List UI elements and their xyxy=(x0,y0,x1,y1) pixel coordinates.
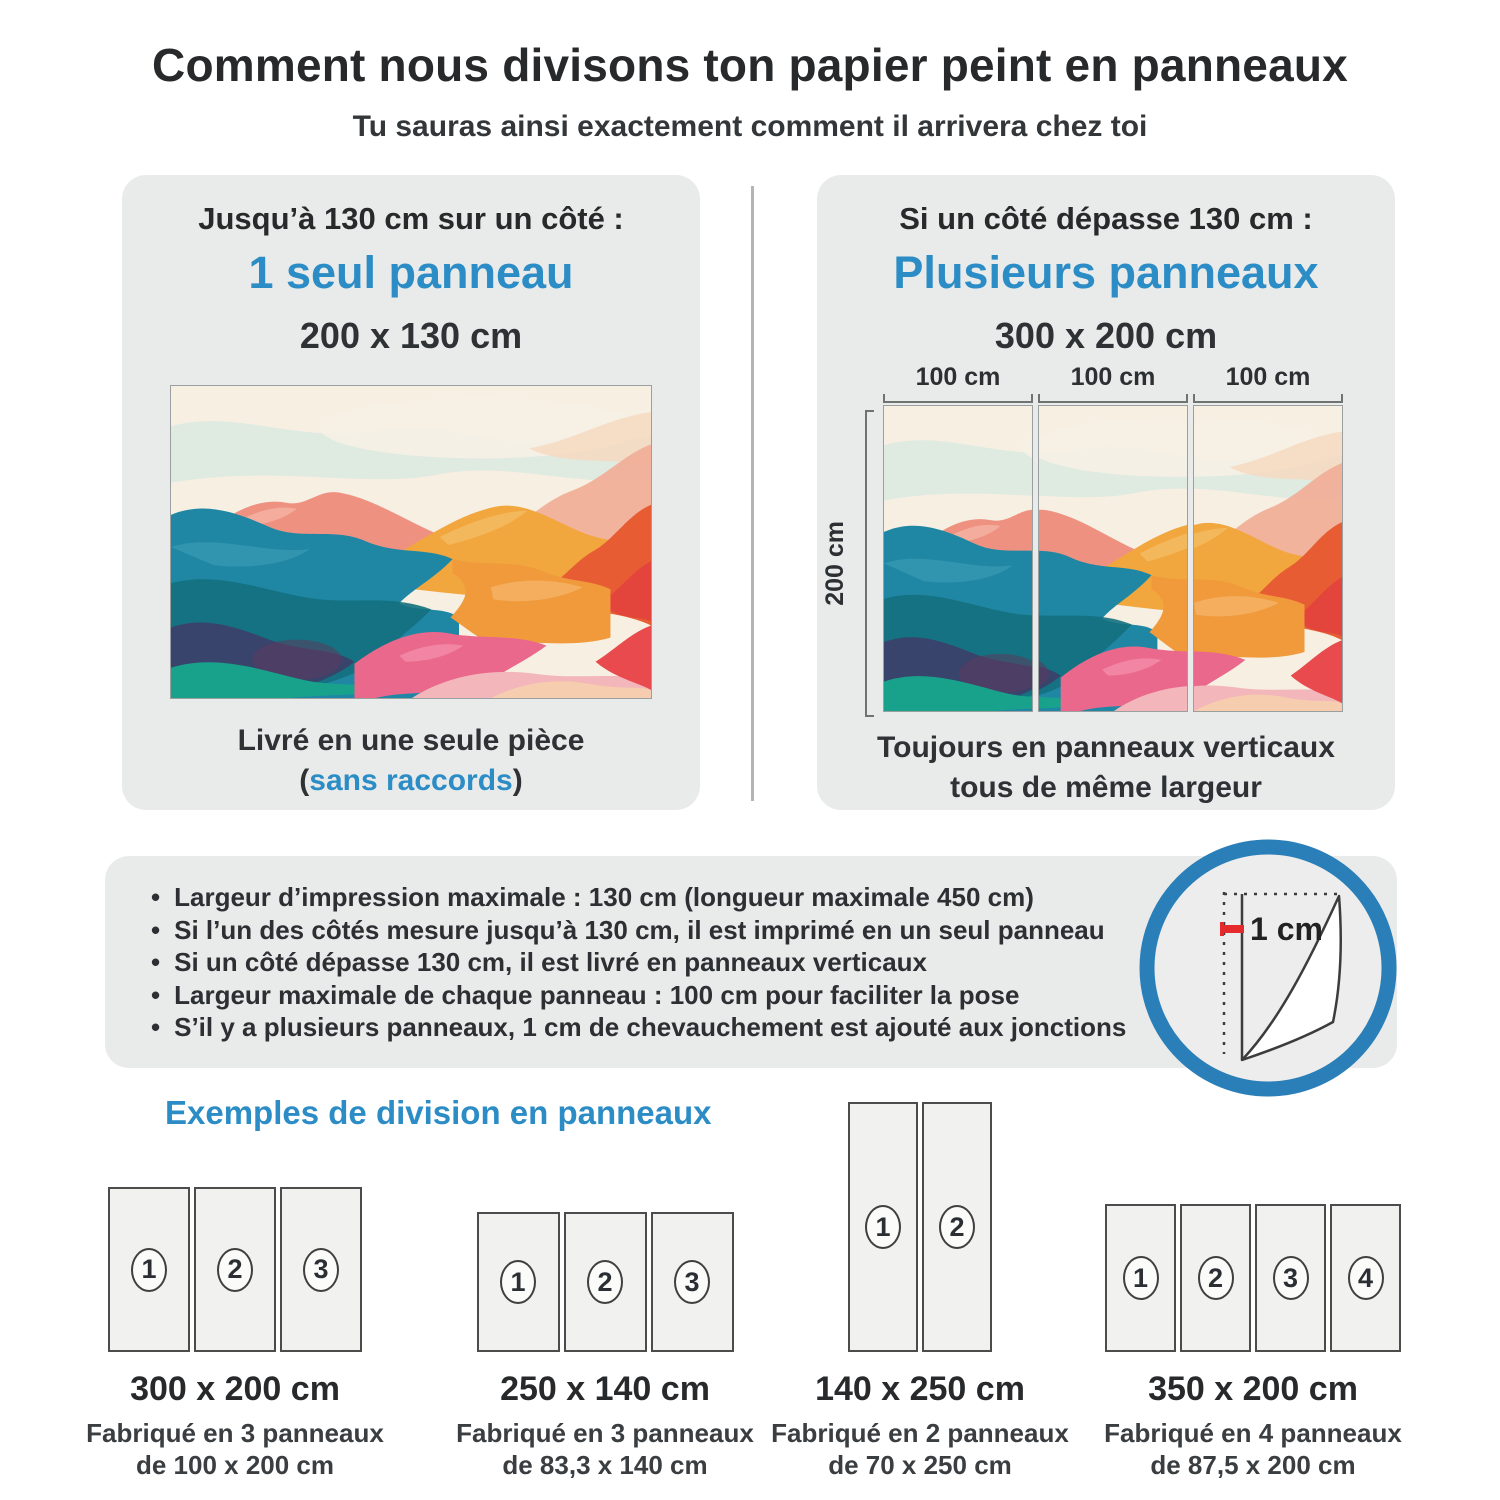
multi-panel-result: Plusieurs panneaux xyxy=(893,247,1319,298)
rule-bullet: • Largeur maximale de chaque panneau : 100 cm pour faciliter la pose xyxy=(151,979,1397,1012)
caption-line1: Livré en une seule pièce xyxy=(237,724,585,757)
example-panel xyxy=(477,1212,560,1352)
panel-number: 4 xyxy=(1348,1256,1384,1300)
single-panel-card xyxy=(122,175,700,810)
width-measures xyxy=(883,363,1353,403)
example-panel xyxy=(848,1102,918,1352)
example-panel xyxy=(1330,1204,1401,1352)
header xyxy=(0,38,1500,144)
width-measure-label: 100 cm xyxy=(1070,363,1156,391)
example-size: 300 x 200 cm xyxy=(130,1370,340,1408)
example-desc: Fabriqué en 4 panneaux de 87,5 x 200 cm xyxy=(1104,1418,1402,1481)
panel-number: 2 xyxy=(1198,1256,1234,1300)
multi-panel-caption xyxy=(817,728,1395,807)
example-panel xyxy=(1105,1204,1176,1352)
example-size: 350 x 200 cm xyxy=(1148,1370,1358,1408)
rule-bullet: • Largeur d’impression maximale : 130 cm (longueur maximale 450 cm) xyxy=(151,881,1397,914)
multi-panel-card xyxy=(817,175,1395,810)
example-140x250 xyxy=(760,1100,1080,1481)
example-300x200 xyxy=(75,1100,395,1481)
panel-slice-2 xyxy=(1038,405,1188,712)
caption-line1: Toujours en panneaux verticaux xyxy=(877,731,1335,764)
measured-panels-diagram xyxy=(821,363,1353,712)
example-250x140 xyxy=(445,1100,765,1481)
panel-number: 3 xyxy=(674,1260,710,1304)
panel-number: 2 xyxy=(939,1205,975,1249)
rule-bullet: • Si l’un des côtés mesure jusqu’à 130 cm, il est imprimé en un seul panneau xyxy=(151,914,1397,947)
panel-number: 2 xyxy=(587,1260,623,1304)
panel-number: 1 xyxy=(1123,1256,1159,1300)
caption-paren-open: ( xyxy=(299,763,310,797)
example-diagram xyxy=(1093,1100,1413,1352)
overlap-label: 1 cm xyxy=(1250,911,1323,947)
example-panel xyxy=(564,1212,647,1352)
overlap-icon xyxy=(1136,836,1400,1100)
panel-number: 1 xyxy=(131,1248,167,1292)
example-350x200 xyxy=(1093,1100,1413,1481)
panel-number: 3 xyxy=(1273,1256,1309,1300)
example-panel xyxy=(922,1102,992,1352)
width-measure xyxy=(883,363,1033,403)
example-panel xyxy=(1180,1204,1251,1352)
rule-bullet: • Si un côté dépasse 130 cm, il est livré en panneaux verticaux xyxy=(151,946,1397,979)
panel-number: 1 xyxy=(500,1260,536,1304)
panel-slices xyxy=(883,405,1353,712)
example-desc: Fabriqué en 3 panneaux de 100 x 200 cm xyxy=(86,1418,384,1481)
width-measure xyxy=(1038,363,1188,403)
single-panel-result: 1 seul panneau xyxy=(248,247,574,298)
width-bracket xyxy=(1193,394,1343,403)
page-title: Comment nous divisons ton papier peint en panneaux xyxy=(152,39,1348,91)
width-measure-label: 100 cm xyxy=(915,363,1001,391)
example-diagram xyxy=(75,1100,395,1352)
caption-highlight: sans raccords xyxy=(309,763,513,797)
example-panel xyxy=(194,1187,276,1352)
height-measure-label: 200 cm xyxy=(821,521,849,606)
panel-number: 3 xyxy=(303,1248,339,1292)
single-panel-caption xyxy=(122,721,700,800)
multi-panel-size: 300 x 200 cm xyxy=(994,315,1218,356)
example-panel xyxy=(280,1187,362,1352)
panel-slice-3 xyxy=(1193,405,1343,712)
example-size: 140 x 250 cm xyxy=(815,1370,1025,1408)
caption-line2: tous de même largeur xyxy=(950,770,1262,804)
caption-paren-close: ) xyxy=(512,763,523,797)
panel-number: 2 xyxy=(217,1248,253,1292)
width-measure-label: 100 cm xyxy=(1225,363,1311,391)
single-panel-size: 200 x 130 cm xyxy=(299,315,523,356)
panel-slice-1 xyxy=(883,405,1033,712)
height-bracket xyxy=(865,410,874,717)
width-bracket xyxy=(883,394,1033,403)
rule-bullet: • S’il y a plusieurs panneaux, 1 cm de chevauchement est ajouté aux jonctions xyxy=(151,1011,1397,1044)
panel-number: 1 xyxy=(865,1205,901,1249)
cards-divider xyxy=(751,186,754,801)
example-desc: Fabriqué en 2 panneaux de 70 x 250 cm xyxy=(771,1418,1069,1481)
example-desc: Fabriqué en 3 panneaux de 83,3 x 140 cm xyxy=(456,1418,754,1481)
page-subtitle: Tu sauras ainsi exactement comment il arrivera chez toi xyxy=(352,110,1148,143)
example-size: 250 x 140 cm xyxy=(500,1370,710,1408)
single-panel-condition: Jusqu’à 130 cm sur un côté : xyxy=(198,201,624,236)
multi-panel-condition: Si un côté dépasse 130 cm : xyxy=(899,201,1313,236)
wallpaper-preview-image xyxy=(170,385,652,699)
width-measure xyxy=(1193,363,1343,403)
example-panel xyxy=(1255,1204,1326,1352)
example-panel xyxy=(651,1212,734,1352)
example-diagram xyxy=(445,1100,765,1352)
examples-heading: Exemples de division en panneaux xyxy=(165,1094,712,1131)
example-panel xyxy=(108,1187,190,1352)
width-bracket xyxy=(1038,394,1188,403)
example-diagram xyxy=(760,1100,1080,1352)
